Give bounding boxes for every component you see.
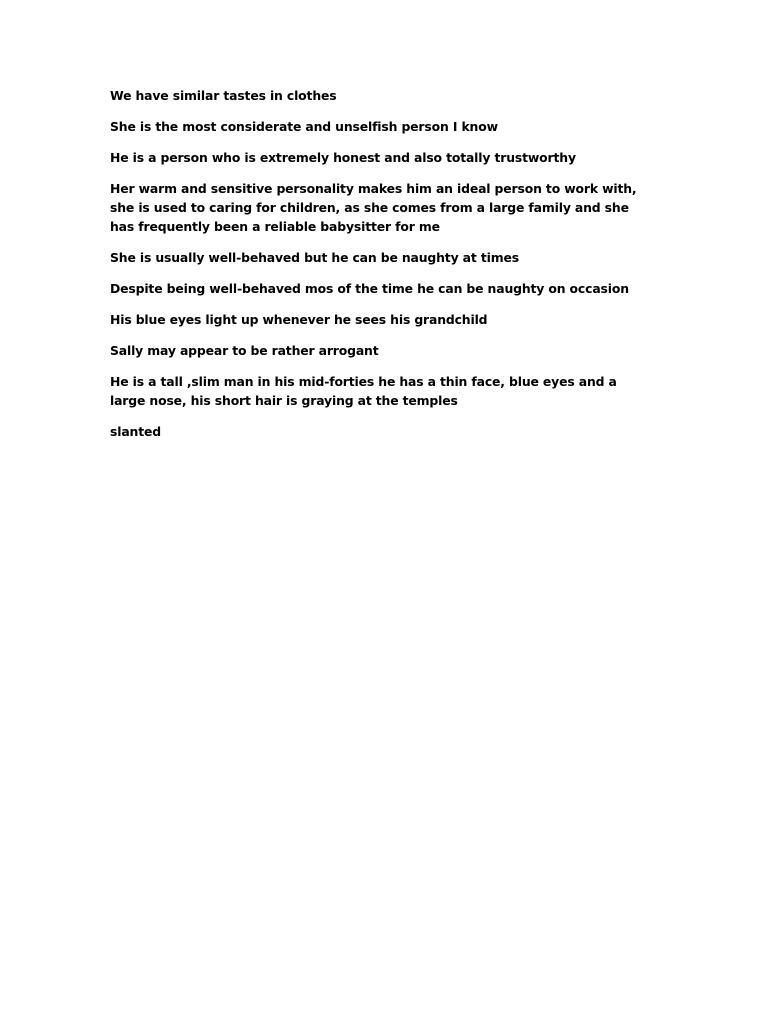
paragraph: He is a tall ,slim man in his mid-forties he has a thin face, blue eyes and a large nose, his short hair is graying at the temples — [110, 374, 617, 408]
paragraph: She is the most considerate and unselfish person I know — [110, 119, 498, 134]
paragraph: His blue eyes light up whenever he sees his grandchild — [110, 312, 488, 327]
document-body — [110, 86, 650, 453]
paragraph: slanted — [110, 424, 161, 439]
paragraph: Despite being well-behaved mos of the time he can be naughty on occasion — [110, 281, 629, 296]
paragraph: We have similar tastes in clothes — [110, 88, 337, 103]
paragraph: She is usually well-behaved but he can be naughty at times — [110, 250, 519, 265]
paragraph: Sally may appear to be rather arrogant — [110, 343, 379, 358]
paragraph: He is a person who is extremely honest and also totally trustworthy — [110, 150, 576, 165]
paragraph: Her warm and sensitive personality makes him an ideal person to work with, she is used to caring for children, as she comes from a large family and she has frequently been a reliable babysitter for me — [110, 181, 637, 234]
